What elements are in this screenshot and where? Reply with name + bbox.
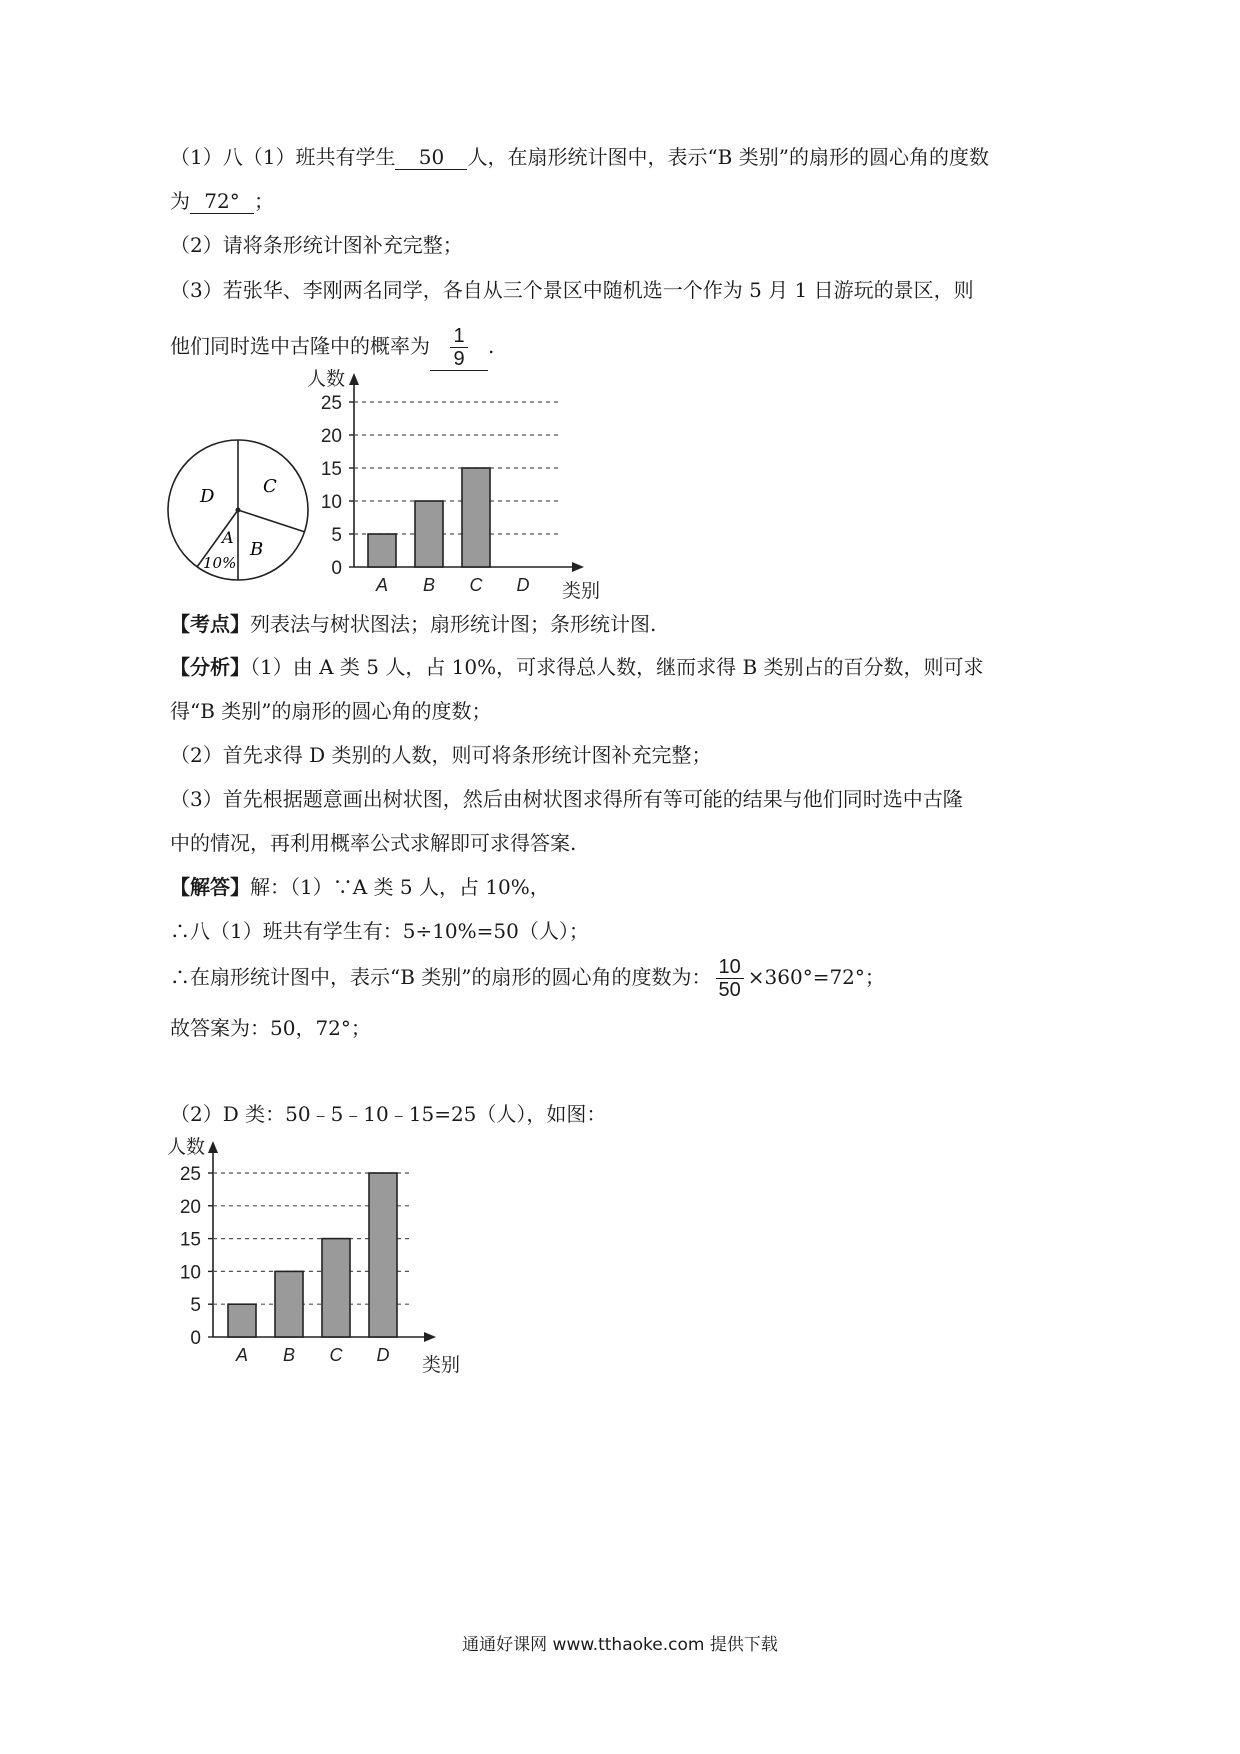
x-tick-label: D: [516, 575, 530, 595]
bar-a: [228, 1304, 256, 1337]
answer-blank-72: 72°: [190, 189, 254, 214]
pie-chart: [160, 410, 320, 590]
footer: 通通好课网 www.tthaoke.com 提供下载: [462, 1635, 778, 1655]
pie-label-a: A: [222, 528, 234, 547]
bar-c: [462, 468, 490, 567]
x-tick-label: B: [422, 575, 436, 595]
fenxi-line2: 得“B 类别”的扇形的圆心角的度数；: [170, 699, 492, 723]
x-tick-label: C: [329, 1345, 343, 1365]
y-axis-label: 人数: [307, 369, 346, 390]
y-tick-label: 25: [179, 1164, 201, 1185]
x-tick-label: A: [235, 1345, 249, 1365]
x-axis-label: 类别: [562, 581, 601, 602]
bar-c: [322, 1239, 350, 1337]
y-tick-label: 10: [179, 1262, 201, 1284]
y-tick-label: 15: [179, 1229, 201, 1251]
x-tick-label: C: [469, 575, 483, 595]
fraction-one-ninth: $\frac{1}{9}$: [450, 325, 467, 370]
bar-b: [275, 1271, 303, 1337]
bar-a: [368, 534, 396, 567]
q3-line1: （3）若张华、李刚两名同学，各自从三个景区中随机选一个作为 5 月 1 日游玩的景区，则: [170, 278, 974, 302]
bar-b: [415, 501, 443, 567]
pie-label-b: B: [250, 539, 264, 560]
bar-chart-complete: [160, 1133, 480, 1378]
q1-line2: 为 72° ；: [170, 189, 274, 213]
x-axis-arrow: [424, 1332, 436, 1342]
pie-label-d: D: [200, 486, 215, 507]
fenxi-line4: （3）首先根据题意画出树状图，然后由树状图求得所有等可能的结果与他们同时选中古隆: [170, 787, 963, 811]
y-tick-label: 20: [179, 1196, 201, 1218]
kaodian-line: 【考点】列表法与树状图法；扇形统计图；条形统计图.: [170, 612, 657, 636]
pie-label-pct: 10%: [203, 554, 237, 572]
bar-chart-incomplete: [300, 365, 640, 605]
y-tick-label: 5: [331, 525, 342, 546]
y-tick-label: 10: [320, 492, 342, 513]
fenxi-line3: （2）首先求得 D 类别的人数，则可将条形统计图补充完整；: [170, 743, 712, 767]
fenxi-line5: 中的情况，再利用概率公式求解即可求得答案.: [170, 831, 577, 855]
q1-line1: （1）八（1）班共有学生 50 人，在扇形统计图中，表示“B 类别”的扇形的圆心角的度数: [170, 145, 989, 169]
y-tick-label: 0: [331, 558, 342, 579]
x-tick-label: B: [282, 1345, 296, 1365]
jieda-line1: 【解答】解：（1）∵A 类 5 人，占 10%，: [170, 875, 550, 899]
pie-label-c: C: [263, 476, 277, 497]
x-axis-arrow: [572, 562, 584, 572]
x-axis-label: 类别: [422, 1355, 461, 1376]
fraction-10-50: $\frac{10}{50}$: [716, 956, 744, 1001]
jieda-line3: ∴在扇形统计图中，表示“B 类别”的扇形的圆心角的度数为： $\frac{10}{50}$ ×360°=72°；: [170, 956, 885, 1001]
bar-d: [369, 1173, 397, 1337]
y-tick-label: 25: [320, 393, 342, 414]
x-tick-label: D: [376, 1345, 390, 1365]
q2-line: （2）请将条形统计图补充完整；: [170, 233, 463, 257]
y-axis-label: 人数: [167, 1137, 206, 1158]
answer-blank-fraction: [430, 322, 488, 371]
y-tick-label: 0: [190, 1328, 201, 1349]
fenxi-line1: 【分析】（1）由 A 类 5 人，占 10%，可求得总人数，继而求得 B 类别占的百分数，则可求: [170, 655, 984, 679]
y-axis-arrow: [349, 373, 359, 385]
jieda-line5: （2）D 类：50﹣5﹣10﹣15=25（人），如图：: [170, 1102, 607, 1126]
y-tick-label: 5: [190, 1295, 201, 1317]
jieda-line2: ∴八（1）班共有学生有：5÷10%=50（人）；: [170, 919, 589, 943]
y-tick-label: 20: [320, 426, 342, 447]
q3-line2: 他们同时选中古隆中的概率为 $\frac{1}{9}$ .: [170, 322, 494, 371]
answer-blank-50: 50: [395, 145, 467, 170]
jieda-line4: 故答案为：50，72°；: [170, 1016, 371, 1040]
y-tick-label: 15: [320, 459, 342, 480]
x-tick-label: A: [375, 575, 389, 595]
pie-center-dot: [236, 508, 241, 513]
y-axis-arrow: [208, 1141, 218, 1153]
